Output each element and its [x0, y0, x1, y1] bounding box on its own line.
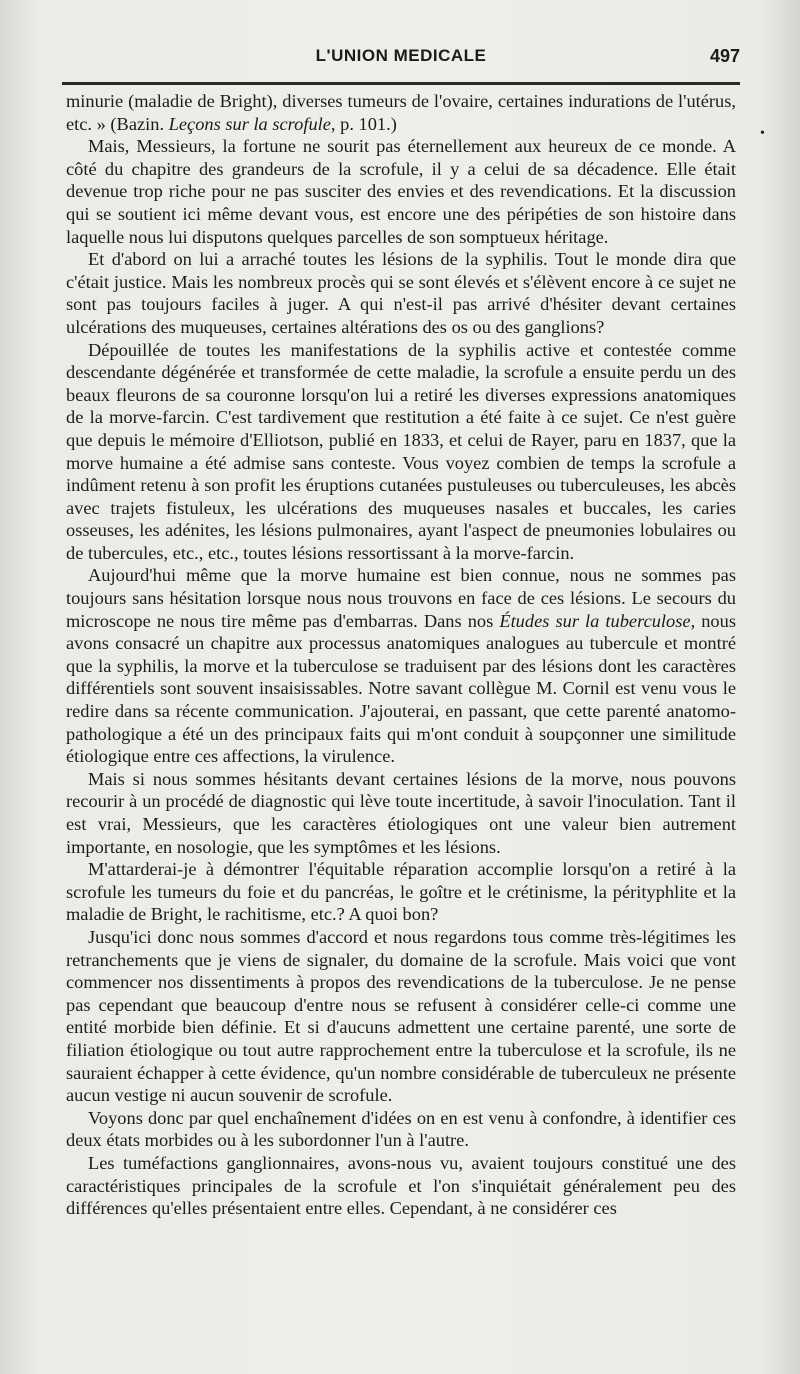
- paragraph: minurie (maladie de Bright), diverses tumeurs de l'ovaire, certaines indurations de l'utérus, etc. » (Bazin. Leçons sur la scrofule, p. 101.): [66, 91, 736, 134]
- journal-title: L'UNION MEDICALE: [315, 46, 487, 65]
- paragraph: Voyons donc par quel enchaînement d'idées on en est venu à confondre, à identifier ces deux états morbides ou à les subordonner l'un à l'autre.: [66, 1107, 736, 1151]
- page-number: 497: [709, 46, 740, 66]
- paragraph: Mais, Messieurs, la fortune ne sourit pas éternellement aux heureux de ce monde. A côté du chapitre des grandeurs de la scrofule, il y a celui de sa décadence. Elle était devenue trop riche pour ne pas susciter des envies et des revendications. Et la discussion qui se soutient ici même devant vous, est encore une des péripéties de son histoire dans laquelle nous lui disputons quelques parcelles de son somptueux héritage.: [66, 136, 736, 247]
- paragraph: M'attarderai-je à démontrer l'équitable réparation accomplie lorsqu'on a retiré à la scrofule les tumeurs du foie et du pancréas, le goître et le crétinisme, la pérityphlite et la maladie de Bright, le rachitisme, etc.? A quoi bon?: [66, 859, 736, 925]
- paragraph: Dépouillée de toutes les manifestations de la syphilis active et contestée comme descendante dégénérée et transformée de cette maladie, la scrofule a ensuite perdu un des beaux fleurons de sa couronne lorsqu'on lui a retiré les diverses expressions anatomiques de la morve-farcin. C'est tardivement que restitution a été faite à ce sujet. Ce n'est guère que depuis le mémoire d'Elliotson, publié en 1833, et celui de Rayer, paru en 1837, que la morve humaine a été admise sans conteste. Vous voyez combien de temps la scrofule a indûment retenu à son profit les éruptions cutanées pustuleuses ou tuberculeuses, les abcès avec trajets fistuleux, les ulcérations des muqueuses nasales et buccales, les caries osseuses, les adénites, les lésions pulmonaires, ayant l'aspect de pneumonies lobulaires ou de tubercules, etc., etc., toutes lésions ressortissant à la morve-farcin.: [66, 339, 736, 563]
- running-header: [62, 46, 740, 74]
- paragraph: Aujourd'hui même que la morve humaine est bien connue, nous ne sommes pas toujours sans hésitation lorsque nous nous trouvons en face de ces lésions. Le secours du microscope ne nous tire même pas d'embarras. Dans nos Études sur la tuberculose, nous avons consacré un chapitre aux processus anatomiques analogues au tubercule et montré que la syphilis, la morve et la tuberculose se traduisent par des lésions dont les caractères différentiels sont souvent insaisissables. Notre savant collègue M. Cornil est venu vous le redire dans sa récente communication. J'ajouterai, en passant, que cette parenté anatomo-pathologique a été un des principaux faits qui m'ont conduit à soupçonner une similitude étiologique entre ces affections, la virulence.: [66, 565, 736, 767]
- margin-mark: •: [760, 126, 765, 141]
- body-text: [66, 90, 736, 1220]
- paragraph: Mais si nous sommes hésitants devant certaines lésions de la morve, nous pouvons recourir à un procédé de diagnostic qui lève toute incertitude, à savoir l'inoculation. Tant il est vrai, Messieurs, que les caractères étiologiques ont une valeur bien autrement importante, en nosologie, que les symptômes et les lésions.: [66, 768, 736, 857]
- header-rule: [62, 82, 740, 85]
- paragraph: Jusqu'ici donc nous sommes d'accord et nous regardons tous comme très-légitimes les retranchements que je viens de signaler, du domaine de la scrofule. Mais voici que vont commencer nos dissentiments à propos des revendications de la tuberculose. Je ne pense pas cependant que beaucoup d'entre nous se refusent à considérer celle-ci comme une entité morbide bien définie. Et si d'aucuns admettent une certaine parenté, une sorte de filiation étiologique ou tout autre rapprochement entre la tuberculose et la scrofule, ils ne sauraient échapper à cette évidence, qu'un nombre considérable de tuberculeux ne présente aucun vestige ni aucun souvenir de scrofule.: [66, 926, 736, 1106]
- paragraph: Et d'abord on lui a arraché toutes les lésions de la syphilis. Tout le monde dira que c'était justice. Mais les nombreux procès qui se sont élevés et s'élèvent encore à ce sujet ne sont pas toujours faciles à juger. A qui n'est-il pas arrivé d'hésiter devant certaines ulcérations des muqueuses, certaines altérations des os ou des ganglions?: [66, 249, 736, 337]
- paragraph: Les tuméfactions ganglionnaires, avons-nous vu, avaient toujours constitué une des caractéristiques principales de la scrofule et l'on s'inquiétait généralement peu des différences qu'elles présentaient entre elles. Cependant, à ne considérer ces: [66, 1152, 736, 1219]
